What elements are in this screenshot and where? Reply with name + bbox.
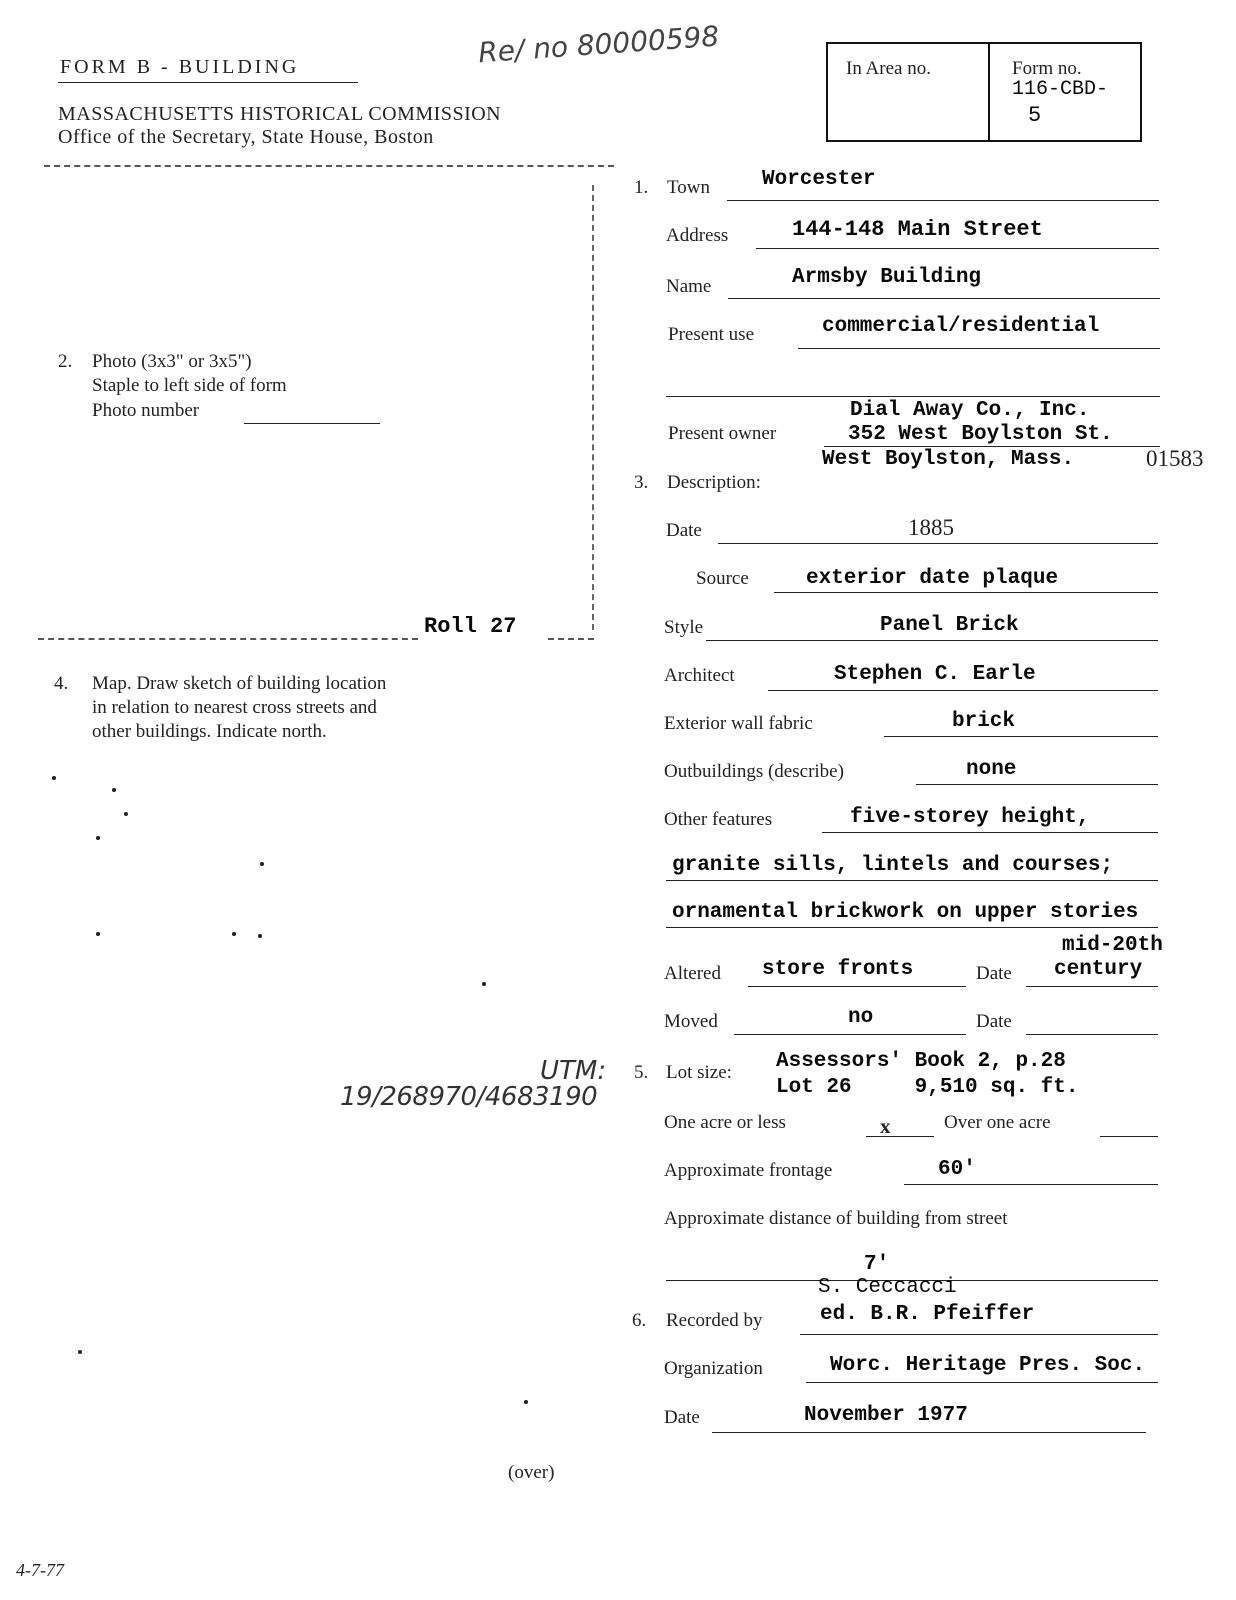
scan-speck <box>96 836 100 840</box>
recorder-editor: ed. B.R. Pfeiffer <box>820 1303 1035 1326</box>
altered-label: Altered <box>664 963 721 984</box>
scan-speck <box>232 932 236 936</box>
other-features-label: Other features <box>664 809 773 830</box>
altered-line <box>748 986 966 987</box>
area-number-label: In Area no. <box>846 58 931 79</box>
photo-instructions-line2: Staple to left side of form <box>92 375 287 396</box>
outbuildings-value: none <box>966 758 1017 781</box>
utm-value: 19/268970/4683190 <box>340 1082 598 1112</box>
other-features-value-line3: ornamental brickwork on upper stories <box>672 901 1139 924</box>
frontage-line <box>904 1184 1158 1185</box>
present-use-value: commercial/residential <box>822 315 1100 338</box>
other-features-value-line1: five-storey height, <box>850 806 1090 829</box>
recorded-by-label: Recorded by <box>666 1310 763 1331</box>
commission-name: MASSACHUSETTS HISTORICAL COMMISSION <box>58 103 502 125</box>
outbuildings-label: Outbuildings (describe) <box>664 761 844 782</box>
address-label: Address <box>666 225 729 246</box>
organization-value: Worc. Heritage Pres. Soc. <box>830 1354 1146 1377</box>
scan-speck <box>96 932 100 936</box>
acre-or-less-mark: x <box>880 1114 891 1138</box>
form-number-value: 116-CBD- <box>1012 78 1109 101</box>
other-features-value-line2: granite sills, lintels and courses; <box>672 854 1114 877</box>
map-instructions-line1: Map. Draw sketch of building location <box>92 673 387 694</box>
other-features-line1 <box>822 832 1158 833</box>
scan-speck <box>258 934 262 938</box>
present-owner-line <box>824 446 1160 447</box>
owner-city-value: West Boylston, Mass. <box>822 448 1075 471</box>
map-section-number: 4. <box>54 673 69 694</box>
record-date-line <box>712 1432 1146 1433</box>
recorder-name: S. Ceccacci <box>818 1276 957 1299</box>
description-section-number: 3. <box>634 472 649 493</box>
recorded-by-line <box>800 1334 1158 1335</box>
name-label: Name <box>666 276 712 297</box>
present-use-line <box>798 348 1160 349</box>
utm-label: UTM: <box>540 1056 607 1086</box>
organization-line <box>806 1382 1158 1383</box>
architect-label: Architect <box>664 665 735 686</box>
owner-name-value: Dial Away Co., Inc. <box>850 399 1090 422</box>
frontage-value: 60' <box>938 1158 976 1181</box>
source-value: exterior date plaque <box>806 567 1059 590</box>
photo-section-number: 2. <box>58 351 73 372</box>
photo-number-label: Photo number <box>92 400 200 421</box>
moved-date-line <box>1026 1034 1158 1035</box>
altered-date-value-line2: century <box>1054 958 1143 981</box>
construction-date-line <box>718 543 1158 544</box>
photo-area-bottom-divider-right <box>548 638 594 640</box>
wall-fabric-label: Exterior wall fabric <box>664 713 813 734</box>
over-one-acre-line <box>1100 1136 1158 1137</box>
form-id-box-divider <box>988 44 990 140</box>
altered-date-value-line1: mid-20th <box>1062 934 1163 957</box>
wall-fabric-line <box>884 736 1158 737</box>
scan-speck <box>112 788 116 792</box>
description-label: Description: <box>667 472 761 493</box>
construction-date-value: 1885 <box>908 515 954 540</box>
architect-line <box>768 690 1158 691</box>
lot-section-number: 5. <box>634 1062 649 1083</box>
town-value: Worcester <box>762 168 876 191</box>
scan-speck <box>52 776 56 780</box>
map-instructions-line3: other buildings. Indicate north. <box>92 721 327 742</box>
lot-size-label: Lot size: <box>666 1062 732 1083</box>
form-revision-date: 4-7-77 <box>16 1560 64 1580</box>
frontage-label: Approximate frontage <box>664 1160 833 1181</box>
building-name-value: Armsby Building <box>792 266 982 289</box>
form-title-underline <box>58 82 358 83</box>
altered-date-line <box>1026 986 1158 987</box>
continued-over-note: (over) <box>508 1462 555 1483</box>
moved-value: no <box>848 1006 874 1029</box>
scan-speck <box>78 1350 82 1354</box>
wall-fabric-value: brick <box>952 710 1016 733</box>
address-line <box>756 248 1159 249</box>
construction-date-label: Date <box>666 520 702 541</box>
scan-speck <box>524 1400 528 1404</box>
name-line <box>728 298 1160 299</box>
photo-area-top-divider <box>44 165 614 167</box>
acre-or-less-line <box>866 1136 934 1137</box>
record-date-label: Date <box>664 1407 700 1428</box>
moved-label: Moved <box>664 1011 718 1032</box>
style-line <box>706 640 1158 641</box>
altered-value: store fronts <box>762 958 914 981</box>
roll-number: Roll 27 <box>424 614 517 639</box>
source-line <box>774 592 1158 593</box>
present-owner-label: Present owner <box>668 423 777 444</box>
moved-line <box>734 1034 966 1035</box>
outbuildings-line <box>916 784 1158 785</box>
present-use-label: Present use <box>668 324 755 345</box>
acre-or-less-label: One acre or less <box>664 1112 786 1133</box>
town-label: Town <box>667 177 711 198</box>
address-value: 144-148 Main Street <box>792 217 1043 242</box>
moved-date-label: Date <box>976 1011 1012 1032</box>
distance-from-street-label: Approximate distance of building from street <box>664 1208 1008 1229</box>
photo-area-bottom-divider <box>38 638 418 640</box>
town-line <box>727 200 1159 201</box>
map-instructions-line2: in relation to nearest cross streets and <box>92 697 377 718</box>
other-features-line3 <box>666 927 1158 928</box>
other-features-line2 <box>666 880 1158 881</box>
organization-label: Organization <box>664 1358 763 1379</box>
scan-speck <box>260 862 264 866</box>
source-label: Source <box>696 568 749 589</box>
distance-from-street-value: 7' <box>864 1253 890 1276</box>
photo-instructions-line1: Photo (3x3" or 3x5") <box>92 351 252 372</box>
form-number-label: Form no. <box>1012 58 1082 79</box>
scan-speck <box>124 812 128 816</box>
photo-area-right-divider <box>592 185 594 630</box>
style-value: Panel Brick <box>880 614 1019 637</box>
handwritten-reference: Re/ no 80000598 <box>477 19 721 70</box>
form-title: FORM B - BUILDING <box>60 56 300 78</box>
form-number-suffix: 5 <box>1028 103 1042 128</box>
lot-size-value-line2: Lot 26 9,510 sq. ft. <box>776 1076 1079 1099</box>
photo-number-line <box>244 423 380 424</box>
recorded-section-number: 6. <box>632 1310 647 1331</box>
architect-value: Stephen C. Earle <box>834 663 1036 686</box>
scan-speck <box>482 982 486 986</box>
altered-date-label: Date <box>976 963 1012 984</box>
present-use-line-2 <box>666 396 1160 397</box>
lot-size-value-line1: Assessors' Book 2, p.28 <box>776 1050 1066 1073</box>
record-date-value: November 1977 <box>804 1404 968 1427</box>
commission-office: Office of the Secretary, State House, Boston <box>58 126 434 148</box>
owner-street-value: 352 West Boylston St. <box>848 423 1113 446</box>
town-section-number: 1. <box>634 177 649 198</box>
owner-zip-value: 01583 <box>1146 446 1204 471</box>
style-label: Style <box>664 617 704 638</box>
over-one-acre-label: Over one acre <box>944 1112 1051 1133</box>
